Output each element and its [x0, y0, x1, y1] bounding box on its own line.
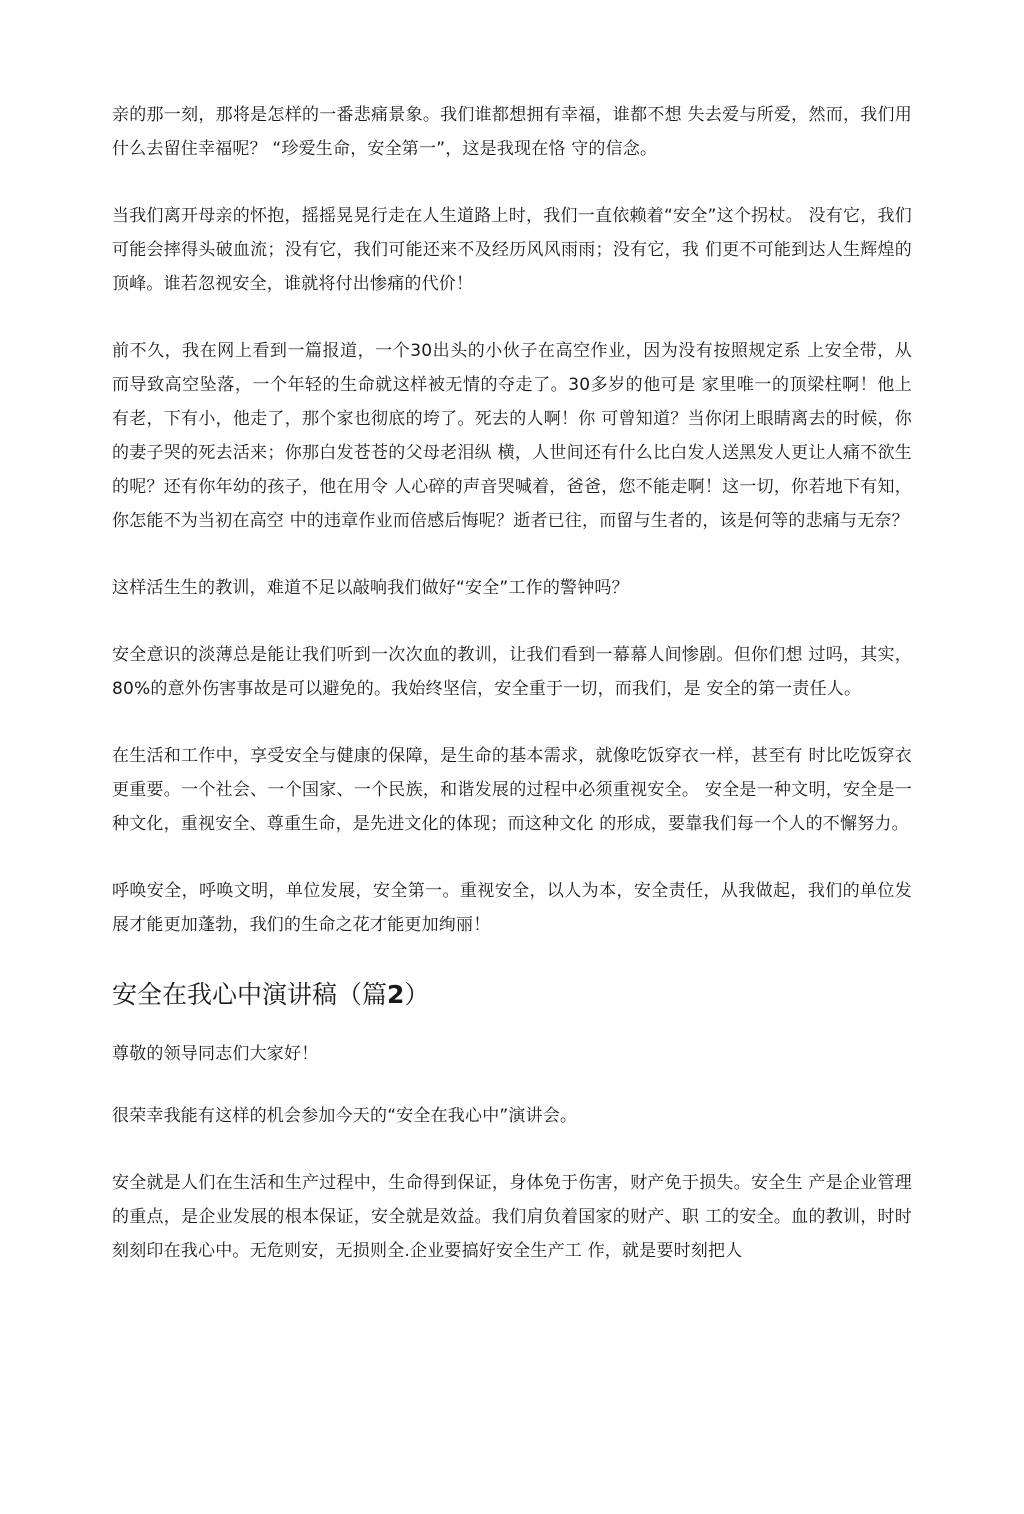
document-page [112, 98, 912, 1301]
body-paragraph: 安全就是人们在生活和生产过程中，生命得到保证，身体免于伤害，财产免于损失。安全生 产是企业管理的重点，是企业发展的根本保证，安全就是效益。我们肩负着国家的财产、职 工的安全。血的教训，时时刻刻印在我心中。无危则安，无损则全.企业要搞好安全生产工 作，就是要时刻把人 [112, 1173, 912, 1261]
paragraph-6: 在生活和工作中，享受安全与健康的保障，是生命的基本需求，就像吃饭穿衣一样，甚至有 时比吃饭穿衣更重要。一个社会、一个国家、一个民族，和谐发展的过程中必须重视安全。 安全是一种文明，安全是一种文化，重视安全、尊重生命，是先进文化的体现；而这种文化 的形成，要靠我们每一个人的不懈努力。 [112, 746, 912, 834]
section-heading-close: ） [404, 980, 430, 1009]
section-heading [112, 975, 912, 1015]
paragraph-2: 当我们离开母亲的怀抱，摇摇晃晃行走在人生道路上时，我们一直依赖着“安全”这个拐杖。 没有它，我们可能会摔得头破血流；没有它，我们可能还来不及经历风风雨雨；没有它，我 们更不可能到达人生辉煌的顶峰。谁若忽视安全，谁就将付出惨痛的代价！ [112, 206, 912, 294]
paragraph-5: 安全意识的淡薄总是能让我们听到一次次血的教训，让我们看到一幕幕人间惨剧。但你们想 过吗，其实，80%的意外伤害事故是可以避免的。我始终坚信，安全重于一切，而我们，是 安全的第一责任人。 [112, 645, 912, 699]
paragraph-1: 亲的那一刻，那将是怎样的一番悲痛景象。我们谁都想拥有幸福，谁都不想 失去爱与所爱，然而，我们用什么去留住幸福呢？ “珍爱生命，安全第一”，这是我现在恪 守的信念。 [112, 105, 912, 159]
paragraph-3: 前不久，我在网上看到一篇报道，一个30出头的小伙子在高空作业，因为没有按照规定系 上安全带，从而导致高空坠落，一个年轻的生命就这样被无情的夺走了。30多岁的他可是 家里唯一的顶梁柱啊！他上有老，下有小，他走了，那个家也彻底的垮了。死去的人啊！你 可曾知道？当你闭上眼睛离去的时候，你的妻子哭的死去活来；你那白发苍苍的父母老泪纵 横，人世间还有什么比白发人送黑发人更让人痛不欲生的呢？还有你年幼的孩子，他在用令 人心碎的声音哭喊着，爸爸，您不能走啊！这一切，你若地下有知，你怎能不为当初在高空 中的违章作业而倍感后悔呢？逝者已往，而留与生者的，该是何等的悲痛与无奈？ [112, 341, 912, 531]
greeting-paragraph: 尊敬的领导同志们大家好！ [112, 1044, 319, 1064]
intro-paragraph: 很荣幸我能有这样的机会参加今天的“安全在我心中”演讲会。 [112, 1106, 578, 1126]
paragraph-4: 这样活生生的教训，难道不足以敲响我们做好“安全”工作的警钟吗？ [112, 578, 629, 598]
section-heading-text: 安全在我心中演讲稿（篇 [112, 980, 388, 1009]
paragraph-7: 呼唤安全，呼唤文明，单位发展，安全第一。重视安全，以人为本，安全责任，从我做起，我们的单位发展才能更加蓬勃，我们的生命之花才能更加绚丽！ [112, 881, 912, 935]
section-heading-number: 2 [387, 980, 405, 1009]
